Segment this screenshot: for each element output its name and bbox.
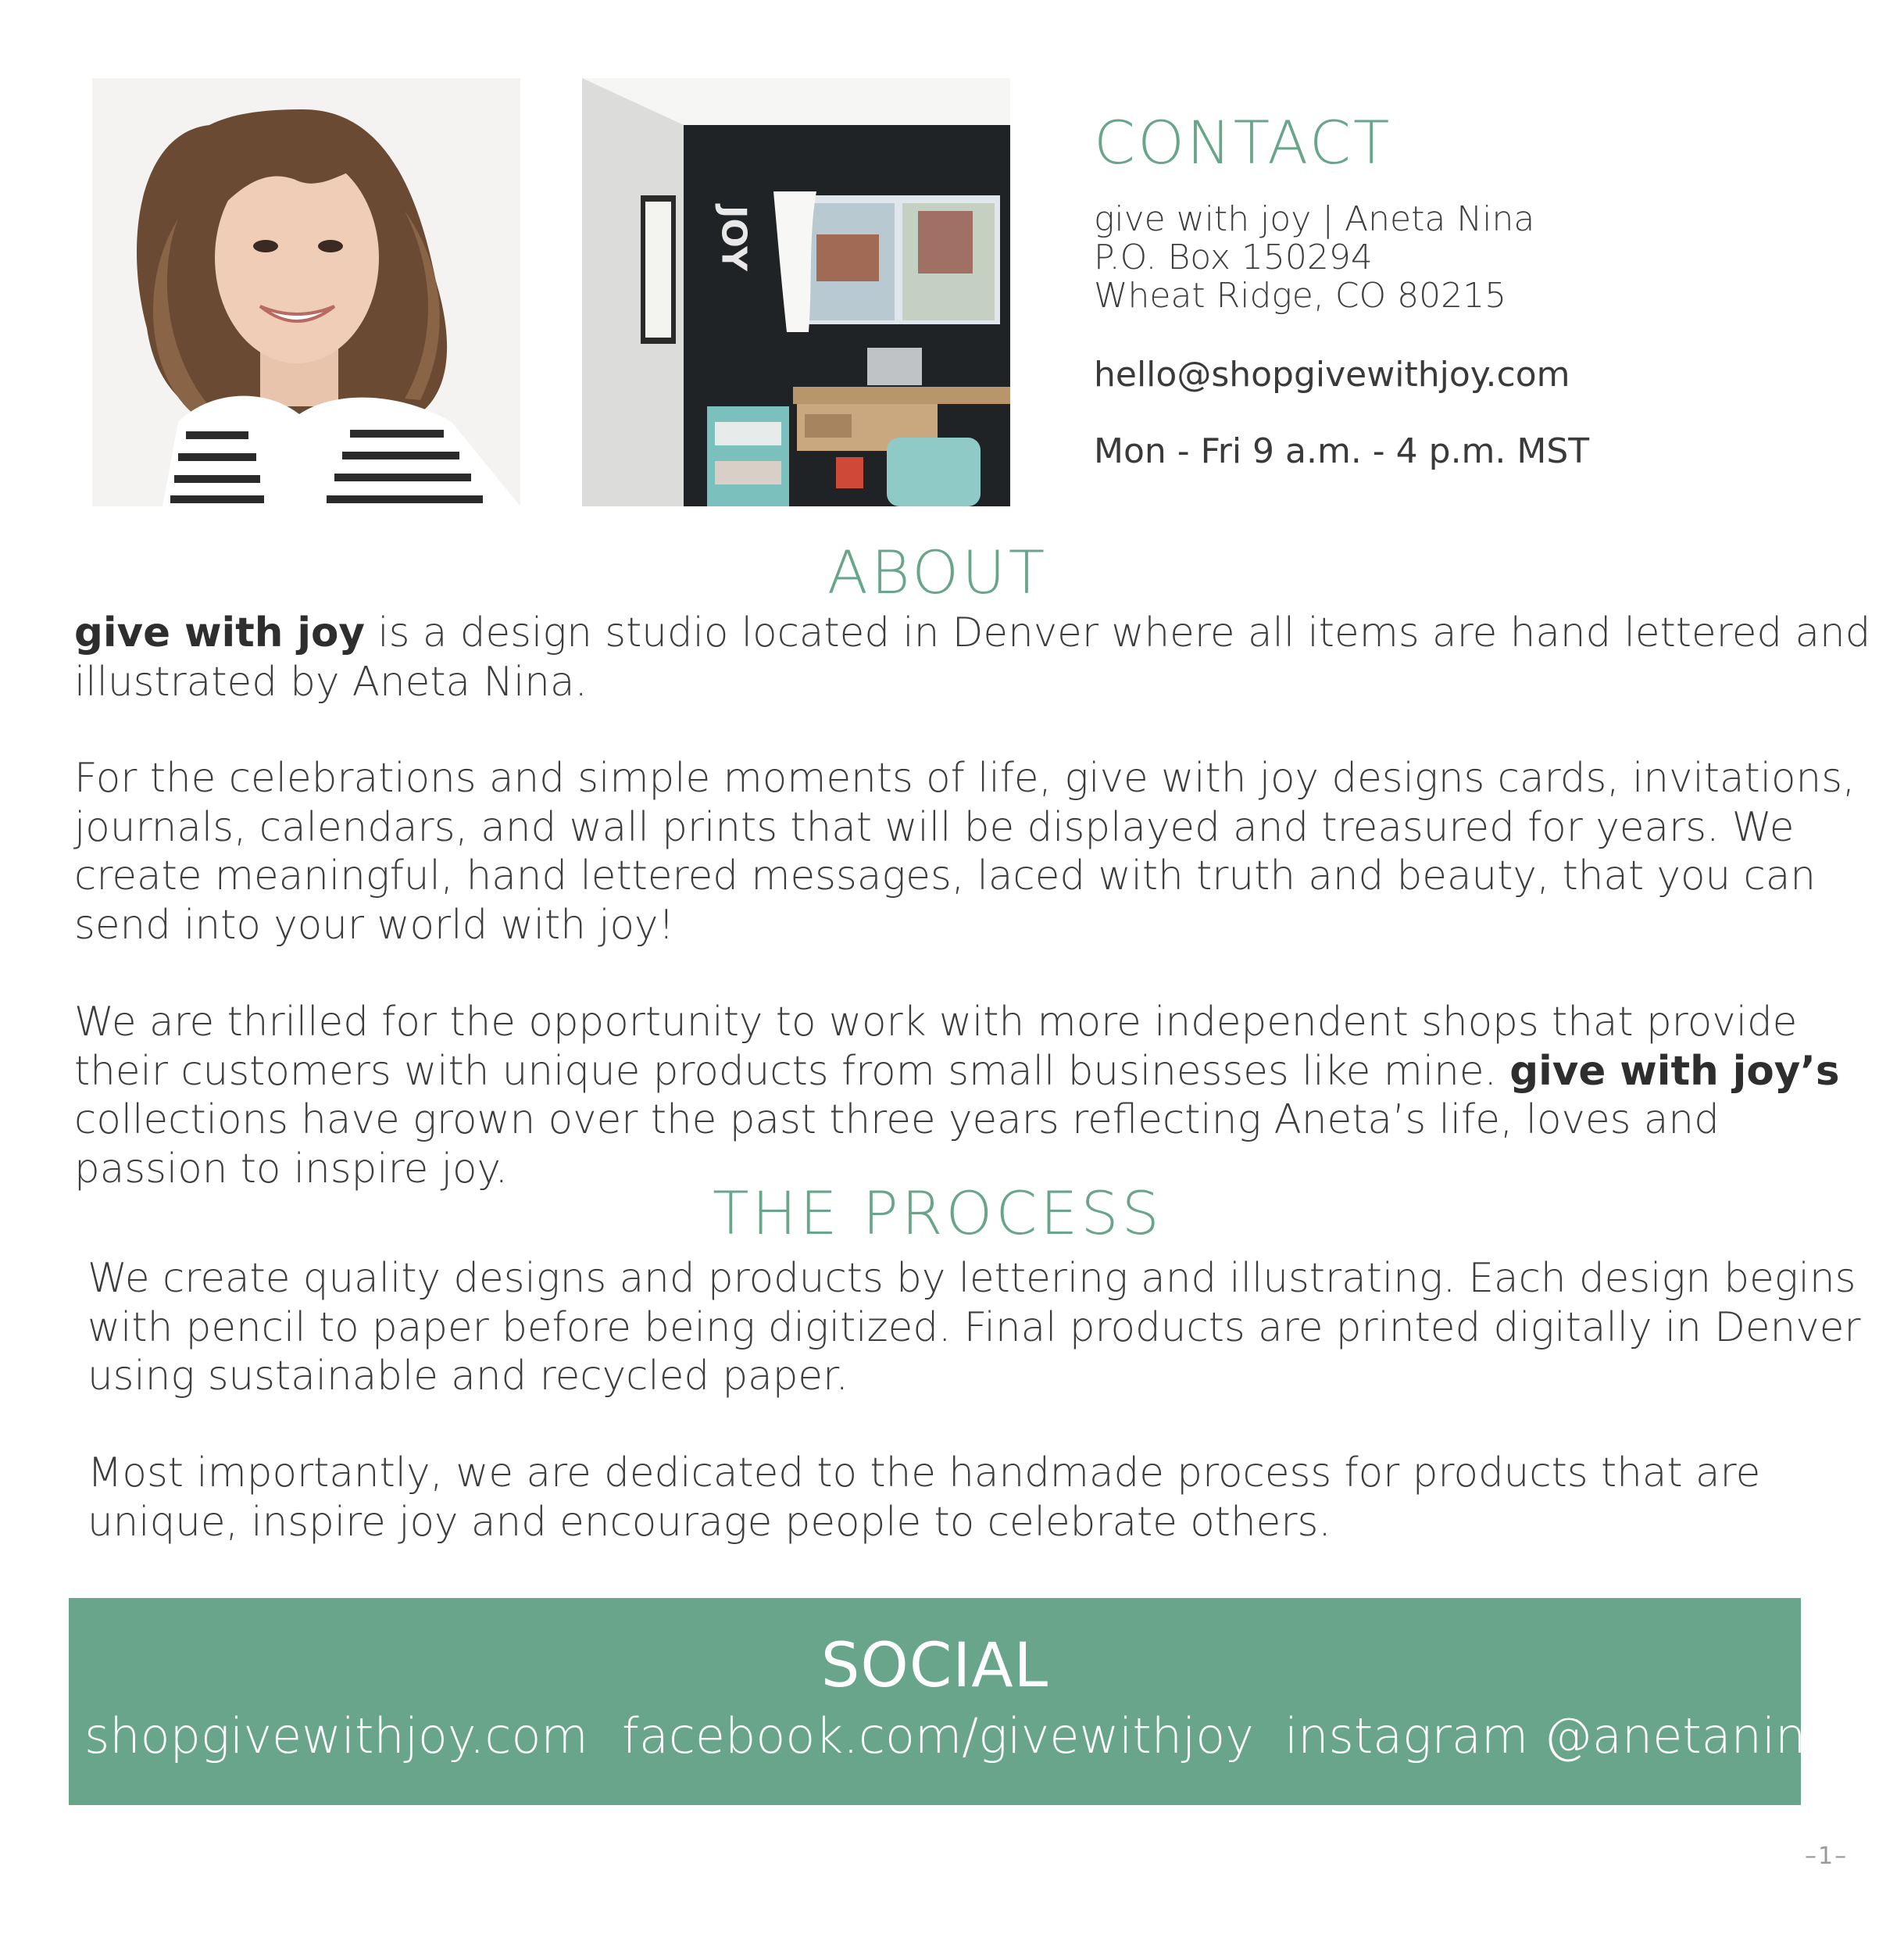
social-title: SOCIAL: [820, 1631, 1049, 1701]
social-banner: [69, 1598, 1836, 1805]
process-paragraph-2: Most importantly, we are dedicated to the handmade process for products that are unique, inspire joy and encourage people to celebrate others.: [88, 1450, 1761, 1546]
instagram-link[interactable]: instagram @anetanina: [1284, 1707, 1836, 1764]
portrait-photo: [92, 78, 520, 506]
website-link[interactable]: shopgivewithjoy.com: [84, 1707, 588, 1764]
contact-email-link[interactable]: hello@shopgivewithjoy.com: [1094, 355, 1570, 395]
contact-line-name: give with joy | Aneta Nina: [1094, 199, 1535, 239]
about-paragraph-3-text-a: We are thrilled for the opportunity to work with more independent shops that provide their customers with unique products from small businesses like mine.: [74, 999, 1798, 1095]
process-title: THE PROCESS: [713, 1178, 1163, 1248]
about-paragraph-3: [74, 998, 1871, 1193]
contact-line-city: Wheat Ridge, CO 80215: [1094, 276, 1507, 316]
about-paragraph-3-text-b: collections have grown over the past three years reflecting Aneta’s life, loves and passion to inspire joy.: [74, 1096, 1720, 1192]
about-paragraph-2: For the celebrations and simple moments of life, give with joy designs cards, invitations, journals, calendars, and wall prints that will be displayed and treasured for years. We create meaningful, hand lettered messages, laced with truth and beauty, that you can send into your world with joy!: [74, 755, 1856, 949]
contact-title: CONTACT: [1094, 108, 1392, 177]
brand-name-possessive-bold: give with joy’s: [1509, 1047, 1840, 1095]
about-paragraph-1: [74, 609, 1871, 706]
process-paragraph-1: We create quality designs and products by lettering and illustrating. Each design begins with pencil to paper before being digitized. Final products are printed digitally in Denver using sustainable and recycled paper.: [88, 1255, 1861, 1400]
studio-joy-letters: JOY: [713, 205, 754, 272]
about-paragraph-1-text: is a design studio located in Denver where all items are hand lettered and illustrated by Aneta Nina.: [74, 610, 1871, 706]
about-title: ABOUT: [827, 538, 1048, 607]
contact-address: [1094, 200, 1534, 315]
facebook-link[interactable]: facebook.com/givewithjoy: [622, 1707, 1254, 1764]
contact-hours: Mon - Fri 9 a.m. - 4 p.m. MST: [1094, 431, 1590, 471]
page-number: –1–: [1805, 1843, 1849, 1870]
studio-photo: [582, 78, 1010, 506]
contact-line-po-box: P.O. Box 150294: [1094, 238, 1373, 277]
brand-name-bold: give with joy: [74, 610, 365, 656]
